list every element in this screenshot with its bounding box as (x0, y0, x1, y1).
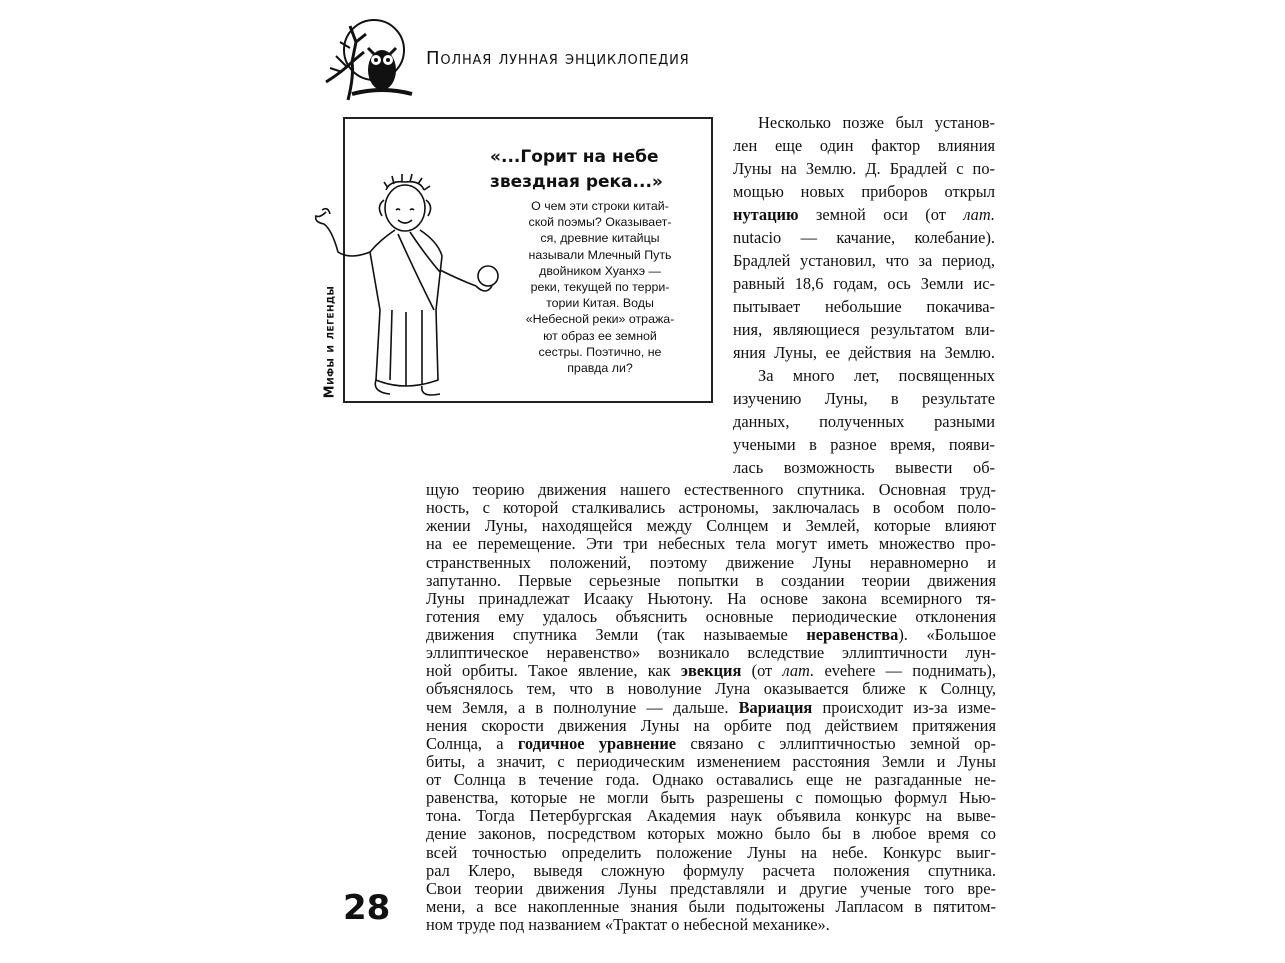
body-line: объяснялось тем, что в новолуние Луна оказывается ближе к Солнцу, (426, 679, 996, 698)
term-annual-equation: годичное уравнение (517, 734, 677, 753)
body-line: лен еще один фактор влияния (733, 136, 995, 155)
sidebar-text-line: сестры. Поэтично, не (538, 344, 662, 359)
sidebar-text (505, 198, 695, 376)
sidebar-title-line: «...Горит на небе (490, 147, 659, 167)
body-line: nutacio — качание, колебание). (733, 228, 995, 247)
sidebar-title (490, 145, 700, 195)
body-line: запутанно. Первые серьезные попытки в создании теории движения (426, 571, 996, 590)
body-line: нутацию земной оси (от лат. (733, 205, 995, 224)
sidebar-text-line: тории Китая. Воды (546, 296, 654, 311)
body-line: Свои теории движения Луны представляли и другие ученые того вре- (426, 879, 996, 898)
sidebar-text-line: правда ли? (567, 361, 633, 376)
body-line: эллиптическое неравенство» возникало вследствие эллиптичности лун- (426, 643, 996, 662)
sidebar-tab-label: Мифы и легенды (322, 285, 338, 399)
sidebar-text-line: называли Млечный Путь (528, 247, 672, 262)
body-line: учеными в разное время, появи- (733, 435, 995, 454)
sidebar-title-line: звездная река...» (490, 172, 663, 192)
term-inequality: неравенства (806, 625, 899, 644)
body-line: биты, а значит, с периодическим изменением расстояния Земли и Луны (426, 752, 996, 771)
term-variation: Вариация (738, 698, 813, 717)
body-line: Луны на Землю. Д. Брадлей с по- (733, 159, 995, 178)
body-line: чем Земля, а в полнолуние — дальше. Вариация происходит из-за изме- (426, 698, 996, 717)
owl-moon-logo (322, 12, 414, 102)
body-line: Брадлей установил, что за период, (733, 251, 995, 270)
body-line: пытывает небольшие покачива- (733, 297, 995, 316)
body-line: мощью новых приборов открыл (733, 182, 995, 201)
body-line: ном труде под названием «Трактат о небесной механике». (426, 915, 830, 934)
body-line: За много лет, посвященных (758, 366, 995, 385)
sidebar-text-line: ской поэмы? Оказывает- (528, 215, 672, 230)
poet-illustration (310, 160, 510, 405)
body-line: лась возможность вывести об- (733, 458, 995, 477)
body-line: ной орбиты. Такое явление, как эвекция (от лат. evehere — поднимать), (426, 661, 996, 680)
body-line: на ее перемещение. Эти три небесных тела могут иметь множество про- (426, 534, 996, 553)
body-line: Солнца, а годичное уравнение связано с эллиптичностью земной ор- (426, 734, 996, 753)
body-line: от Солнца в течение года. Однако оставались еще не разгаданные не- (426, 770, 996, 789)
body-line: движения спутника Земли (так называемые неравенства). «Большое (426, 625, 996, 644)
body-line: рал Клеро, выведя сложную формулу расчета положения спутника. (426, 861, 996, 880)
body-line: ния, являющиеся результатом вли- (733, 320, 995, 339)
sidebar-text-line: «Небесной реки» отража- (525, 312, 675, 327)
sidebar-text-line: ся, древние китайцы (540, 231, 660, 246)
body-line: всей точностью определить положение Луны на небе. Конкурс выиг- (426, 843, 996, 862)
body-line: мени, а все накопленные знания были подытожены Лапласом в пятитом- (426, 897, 996, 916)
body-line: тона. Тогда Петербургская Академия наук объявила конкурс на выве- (426, 806, 996, 825)
body-line: изучению Луны, в результате (733, 389, 995, 408)
sidebar-text-line: реки, текущей по терри- (530, 280, 670, 295)
body-line: странственных положений, поэтому движение Луны неравномерно и (426, 553, 996, 572)
body-line: равенства, которые не могли быть разрешены с помощью формул Нью- (426, 788, 996, 807)
page-number: 28 (343, 888, 391, 928)
body-line: жении Луны, находящейся между Солнцем и Землей, которые влияют (426, 516, 996, 535)
term-evection: эвекция (680, 661, 742, 680)
sidebar-text-line: ют образ ее земной (543, 328, 657, 343)
body-line: ность, с которой сталкивались астрономы, заключалась в особом поло- (426, 498, 996, 517)
body-line: щую теорию движения нашего естественного спутника. Основная труд- (426, 480, 996, 499)
body-line: готения ему удалось объяснить основные периодические отклонения (426, 607, 996, 626)
body-line: данных, полученных разными (733, 412, 995, 431)
body-line: равный 18,6 годам, ось Земли ис- (733, 274, 995, 293)
body-line: нения скорости движения Луны на орбите под действием притяжения (426, 716, 996, 735)
running-title: Полная лунная энциклопедия (426, 48, 690, 69)
body-line: Несколько позже был установ- (758, 113, 995, 132)
body-line: Луны принадлежат Исааку Ньютону. На основе закона всемирного тя- (426, 589, 996, 608)
sidebar-text-line: двойником Хуанхэ — (539, 263, 661, 278)
sidebar-text-line: О чем эти строки китай- (531, 199, 669, 213)
body-line: дение законов, посредством которых можно было бы в любое время со (426, 824, 996, 843)
body-line: яния Луны, ее действия на Землю. (733, 343, 995, 362)
term-nutation: нутацию (733, 205, 799, 224)
